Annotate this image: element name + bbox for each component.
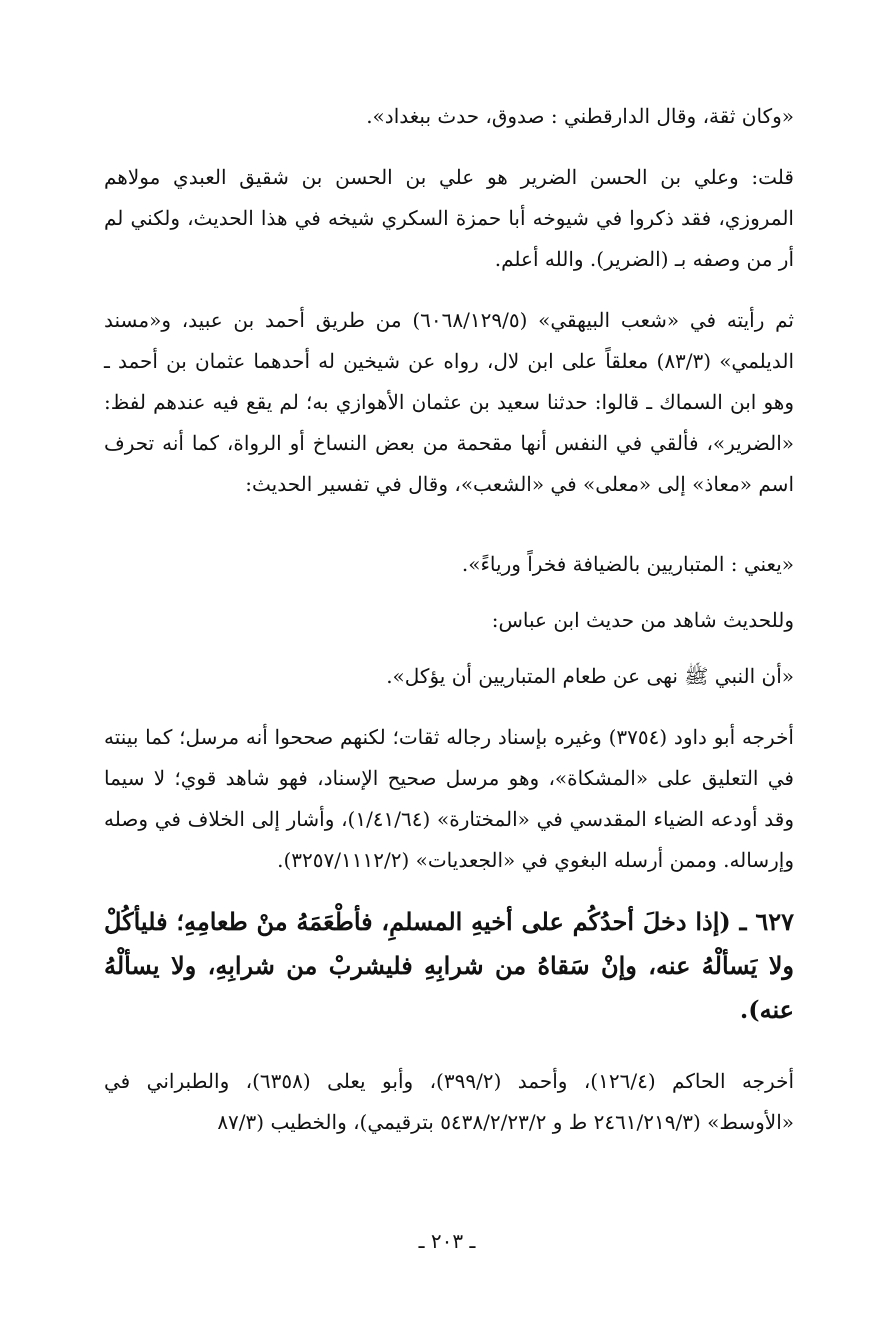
paragraph-author-note: قلت: وعلي بن الحسن الضرير هو علي بن الحسن بن شقيق العبدي مولاهم المروزي، فقد ذكروا في شيوخه أبا حمزة السكري شيخه في هذا الحديث، ولكني لم أر من وصفه بـ (الضرير). والله أعلم. bbox=[104, 165, 794, 271]
paragraph-explanation-quote: «يعني : المتباريين بالضيافة فخراً ورياءً». bbox=[461, 552, 794, 576]
paragraph-shuab-reference: ثم رأيته في «شعب البيهقي» (٦٠٦٨/١٢٩/٥) من طريق أحمد بن عبيد، و«مسند الديلمي» (٨٣/٣) معلقاً على ابن لال، رواه عن شيخين له أحدهما عثمان بن أحمد ـ وهو ابن السماك ـ قالوا: حدثنا سعيد بن عثمان الأهوازي به؛ لم يقع فيه عندهم لفظ: «الضرير»، فألقي في النفس أنها مقحمة من بعض النساخ أو الرواة، كما أنه تحرف اسم «معاذ» إلى «معلى» في «الشعب»، وقال في تفسير الحديث: bbox=[104, 308, 795, 496]
paragraph-abu-dawud-takhrij: أخرجه أبو داود (٣٧٥٤) وغيره بإسناد رجاله ثقات؛ لكنهم صححوا أنه مرسل؛ كما بينته في التعليق على «المشكاة»، وهو مرسل صحيح الإسناد، فهو شاهد قوي؛ لا سيما وقد أودعه الضياء المقدسي في «المختارة» (١/٤١/٦٤)، وأشار إلى الخلاف في وصله وإرساله. وممن أرسله البغوي في «الجعديات» (٣٢٥٧/١١١٢/٢). bbox=[104, 725, 794, 872]
page-number: ـ ٢٠٣ ـ bbox=[418, 1229, 476, 1253]
paragraph-ibn-abbas-hadith: «أن النبي ﷺ نهى عن طعام المتباريين أن يؤكل». bbox=[386, 664, 794, 688]
hadith-627: ٦٢٧ ـ (إذا دخلَ أحدُكُم على أخيهِ المسلمِ، فأطْعَمَهُ منْ طعامِهِ؛ فليأكُلْ ولا يَسألْهُ عنه، وإنْ سَقاهُ من شرابِهِ فليشربْ من شرابِهِ، ولا يسألْهُ عنه). bbox=[104, 907, 794, 1024]
paragraph-hakim-takhrij: أخرجه الحاكم (١٢٦/٤)، وأحمد (٣٩٩/٢)، وأبو يعلى (٦٣٥٨)، والطبراني في «الأوسط» (٢٤٦١/٢١٩/٣ ط و ٥٤٣٨/٢/٢٣/٢ بترقيمي)، والخطيب (٨٧/٣ bbox=[104, 1069, 795, 1134]
paragraph-daraqutni-quote: «وكان ثقة، وقال الدارقطني : صدوق، حدث ببغداد». bbox=[366, 104, 794, 128]
paragraph-witness-intro: وللحديث شاهد من حديث ابن عباس: bbox=[491, 608, 794, 632]
